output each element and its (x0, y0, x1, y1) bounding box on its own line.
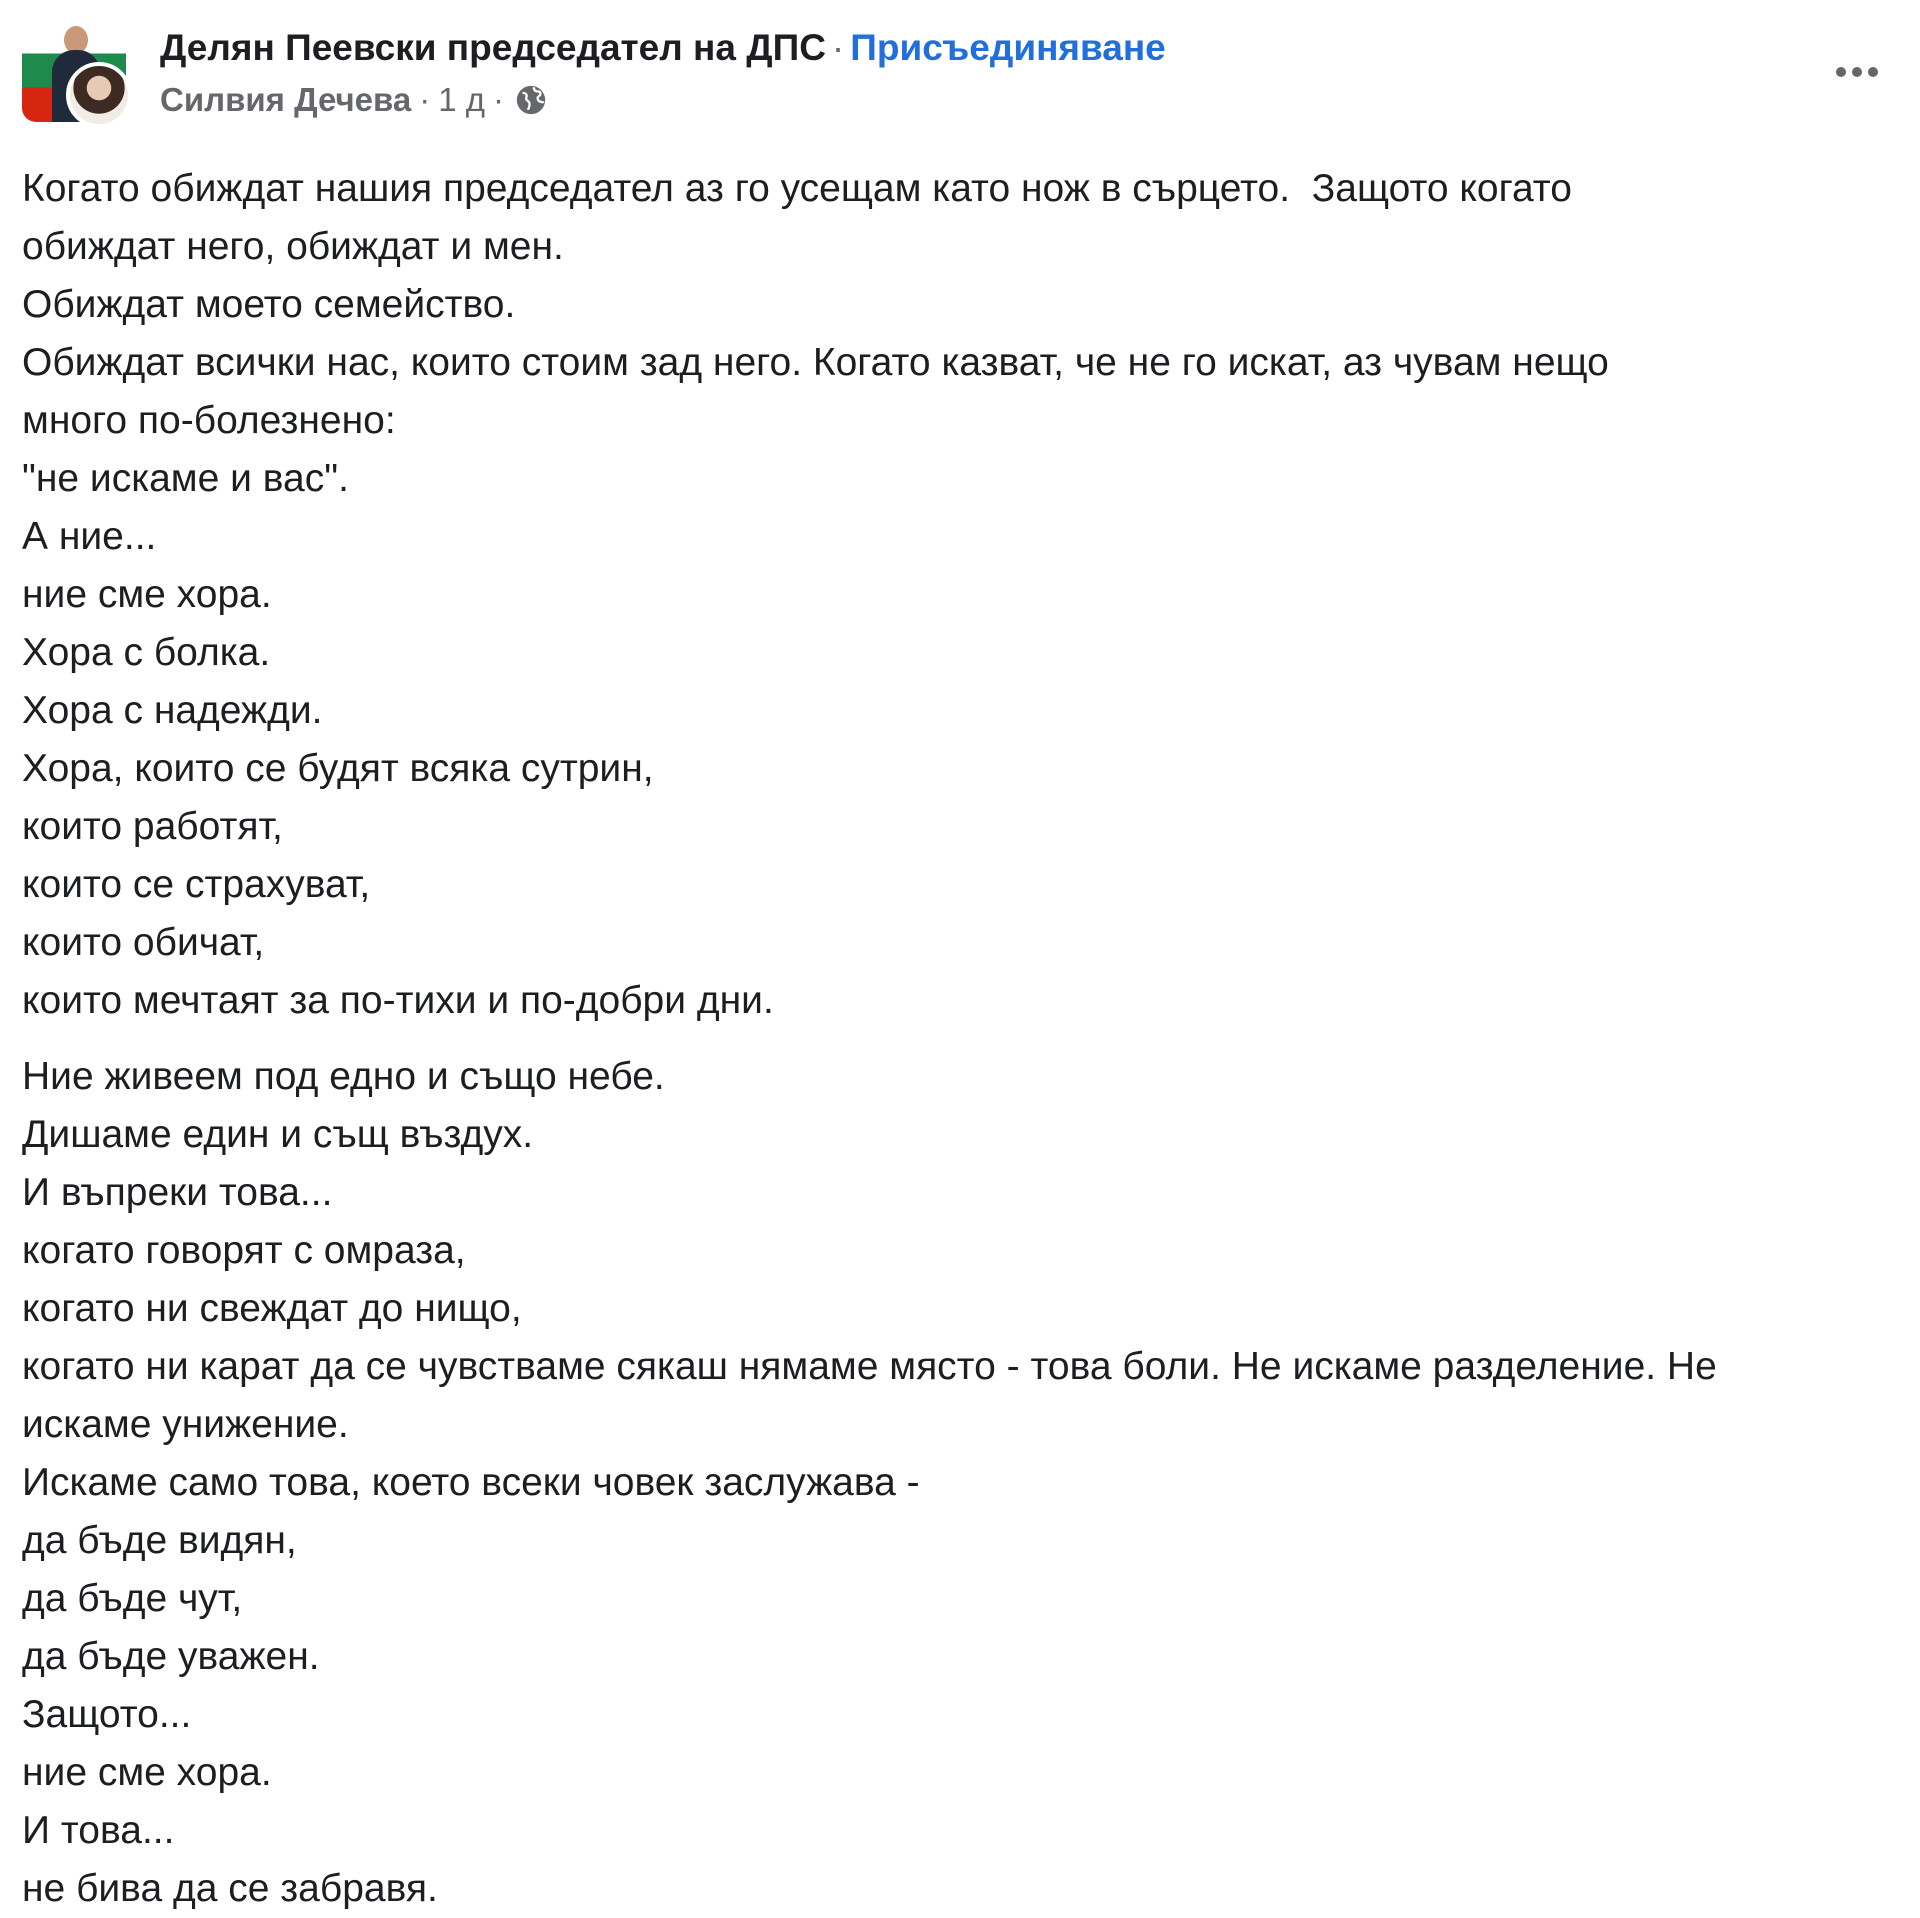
user-avatar[interactable] (66, 62, 132, 128)
more-dot (1836, 67, 1846, 77)
post-line: когато говорят с омраза, (22, 1229, 466, 1272)
post-line: А ние... (22, 515, 157, 558)
post-line: които мечтаят за по-тихи и по-добри дни. (22, 979, 774, 1022)
post-line: които се страхуват, (22, 863, 371, 906)
post-line: "не искаме и вас". (22, 457, 349, 500)
more-dot (1868, 67, 1878, 77)
post-line: когато ни карат да се чувстваме сякаш нямаме място - това боли. Не искаме разделение. Не (22, 1345, 1717, 1388)
post-line: обиждат него, обиждат и мен. (22, 225, 564, 268)
post-line: които работят, (22, 805, 283, 848)
title-line (160, 26, 1166, 70)
post-line: Хора с надежди. (22, 689, 323, 732)
post-body (22, 160, 1882, 1918)
paragraph-1 (22, 160, 1882, 1030)
avatar-stack[interactable] (22, 18, 130, 126)
post-line: Обиждат моето семейство. (22, 283, 516, 326)
post-timestamp[interactable]: 1 д (438, 81, 486, 118)
paragraph-gap (22, 1030, 1882, 1048)
more-dot (1852, 67, 1862, 77)
post-line: Дишаме един и същ въздух. (22, 1113, 534, 1156)
header-text (160, 18, 1760, 128)
post-line: да бъде чут, (22, 1577, 243, 1620)
post-line: Когато обиждат нашия председател аз го усещам като нож в сърцето. Защото когато (22, 167, 1572, 210)
post-line: Обиждат всички нас, които стоим зад него. Когато казват, че не го искат, аз чувам нещо (22, 341, 1609, 384)
post-line: И това... (22, 1809, 175, 1852)
post-line: искаме унижение. (22, 1403, 349, 1446)
paragraph-2 (22, 1048, 1882, 1918)
more-options-icon[interactable] (1822, 52, 1892, 92)
meta-separator-2: · (493, 81, 505, 118)
meta-separator-1: · (419, 81, 431, 118)
post-header (22, 18, 1898, 128)
post-line: И въпреки това... (22, 1171, 333, 1214)
post-meta (160, 80, 548, 120)
author-name-link[interactable]: Силвия Дечева (160, 81, 412, 118)
group-name-link[interactable]: Делян Пеевски председател на ДПС (160, 27, 826, 68)
post-line: Хора с болка. (22, 631, 271, 674)
post-line: да бъде уважен. (22, 1635, 320, 1678)
title-separator: · (831, 27, 845, 68)
post-line: Защото... (22, 1693, 192, 1736)
post-line: да бъде видян, (22, 1519, 297, 1562)
globe-icon[interactable] (514, 83, 548, 117)
join-group-button[interactable]: Присъединяване (850, 27, 1166, 68)
post-line: Ние живеем под едно и също небе. (22, 1055, 665, 1098)
post-line: много по-болезнено: (22, 399, 396, 442)
post-line: ние сме хора. (22, 1751, 272, 1794)
post-line: когато ни свеждат до нищо, (22, 1287, 522, 1330)
post-line: ние сме хора. (22, 573, 272, 616)
post-line: които обичат, (22, 921, 265, 964)
post-line: Искаме само това, което всеки човек заслужава - (22, 1461, 920, 1504)
post-line: не бива да се забравя. (22, 1867, 438, 1910)
post-line: Хора, които се будят всяка сутрин, (22, 747, 654, 790)
